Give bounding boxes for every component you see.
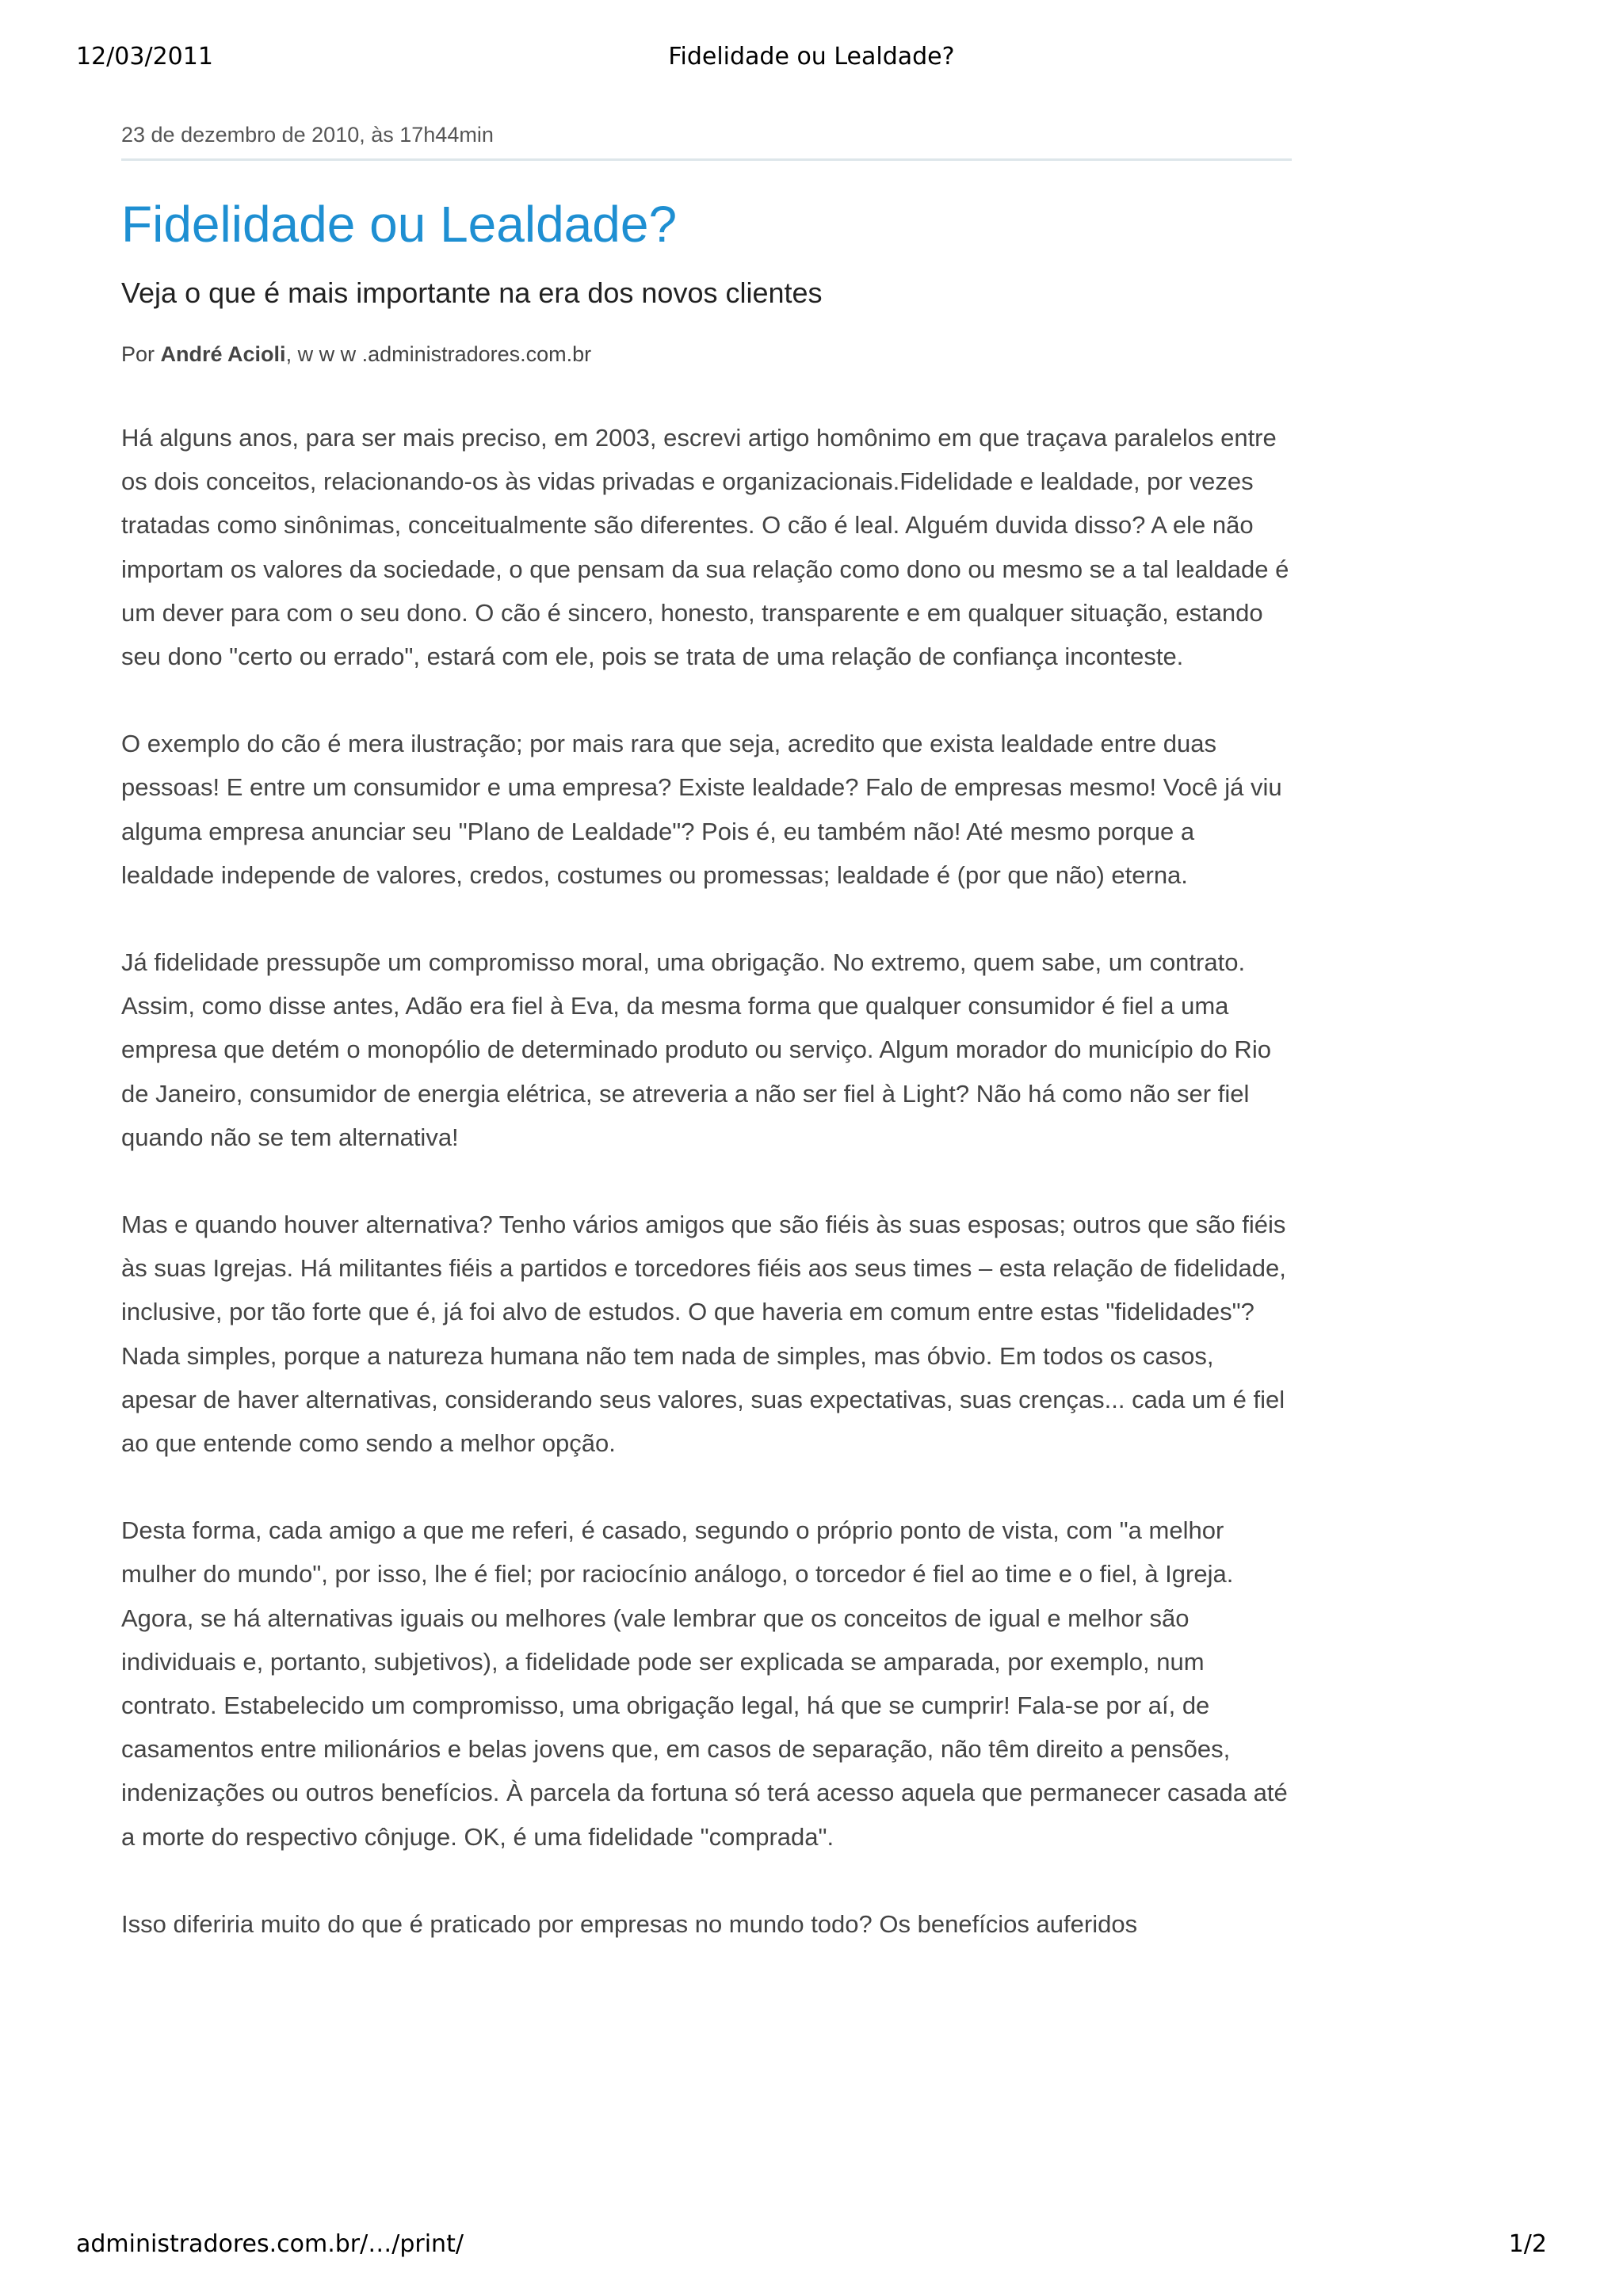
paragraph: Desta forma, cada amigo a que me referi, é casado, segundo o próprio ponto de vista, com "a melhor mulher do mundo", por isso, lhe é fiel; por raciocínio análogo, o torcedor é fiel ao time e o fiel, à Igreja. [121, 1516, 1234, 1589]
byline [121, 338, 1292, 370]
divider [121, 158, 1292, 161]
paragraph: Isso diferiria muito do que é praticado por empresas no mundo todo? Os benefícios auferidos [121, 1909, 1138, 1938]
print-date: 12/03/2011 [76, 43, 213, 71]
paragraph: Já fidelidade pressupõe um compromisso moral, uma obrigação. No extremo, quem sabe, um contrato. Assim, como disse antes, Adão era fiel à Eva, da mesma forma que qualquer consumidor é fiel a uma empresa que detém o monopólio de determinado produto ou serviço. Algum morador do município do Rio de Janeiro, consumidor de energia elétrica, se atreveria a não ser fiel à Light? Não há como não ser fiel quando não se tem alternativa! [121, 948, 1271, 1151]
print-footer [76, 2230, 1547, 2265]
article-subtitle: Veja o que é mais importante na era dos novos clientes [121, 277, 823, 309]
author-name: André Acioli [160, 342, 286, 366]
paragraph: Há alguns anos, para ser mais preciso, em 2003, escrevi artigo homônimo em que traçava paralelos entre os dois conceitos, relacionando-os às vidas privadas e organizacionais.Fidelidade e lealdade, por vezes tratadas como sinônimas, conceitualmente são diferentes. O cão é leal. Alguém duvida disso? A ele não importam os valores da sociedade, o que pensam da sua relação como dono ou mesmo se a tal lealdade é um dever para com o seu dono. O cão é sincero, honesto, transparente e em qualquer situação, estando seu dono "certo ou errado", estará com ele, pois se trata de uma relação de confiança inconteste. [121, 424, 1289, 671]
print-header [76, 43, 1547, 78]
article [121, 119, 1292, 1946]
paragraph: O exemplo do cão é mera ilustração; por mais rara que seja, acredito que exista lealdade entre duas pessoas! E entre um consumidor e uma empresa? Existe lealdade? Falo de empresas mesmo! Você já viu alguma empresa anunciar seu "Plano de Lealdade"? Pois é, eu também não! Até mesmo porque a lealdade independe de valores, credos, costumes ou promessas; lealdade é (por que não) eterna. [121, 730, 1282, 889]
article-body [121, 416, 1292, 1946]
paragraph: Mas e quando houver alternativa? Tenho vários amigos que são fiéis às suas esposas; outros que são fiéis às suas Igrejas. Há militantes fiéis a partidos e torcedores fiéis aos seus times – esta relação de fidelidade, inclusive, por tão forte que é, já foi alvo de estudos. O que haveria em comum entre estas "fidelidades"? Nada simples, porque a natureza humana não tem nada de simples, mas óbvio. Em todos os casos, apesar de haver alternativas, considerando seus valores, suas expectativas, suas crenças... cada um é fiel ao que entende como sendo a melhor opção. [121, 1211, 1286, 1458]
byline-source: , w w w .administradores.com.br [285, 342, 592, 366]
paragraph: Agora, se há alternativas iguais ou melhores (vale lembrar que os conceitos de igual e melhor são individuais e, portanto, subjetivos), a fidelidade pode ser explicada se amparada, por exemplo, num contrato. Estabelecido um compromisso, uma obrigação legal, há que se cumprir! Fala-se por aí, de casamentos entre milionários e belas jovens que, em casos de separação, não têm direito a pensões, indenizações ou outros benefícios. À parcela da fortuna só terá acesso aquela que permanecer casada até a morte do respectivo cônjuge. OK, é uma fidelidade "comprada". [121, 1604, 1288, 1851]
byline-prefix: Por [121, 342, 161, 366]
article-title: Fidelidade ou Lealdade? [121, 196, 678, 253]
page-number: 1/2 [1508, 2230, 1547, 2258]
print-url: administradores.com.br/…/print/ [76, 2230, 464, 2258]
article-date: 23 de dezembro de 2010, às 17h44min [121, 123, 494, 147]
print-title: Fidelidade ou Lealdade? [668, 43, 955, 71]
